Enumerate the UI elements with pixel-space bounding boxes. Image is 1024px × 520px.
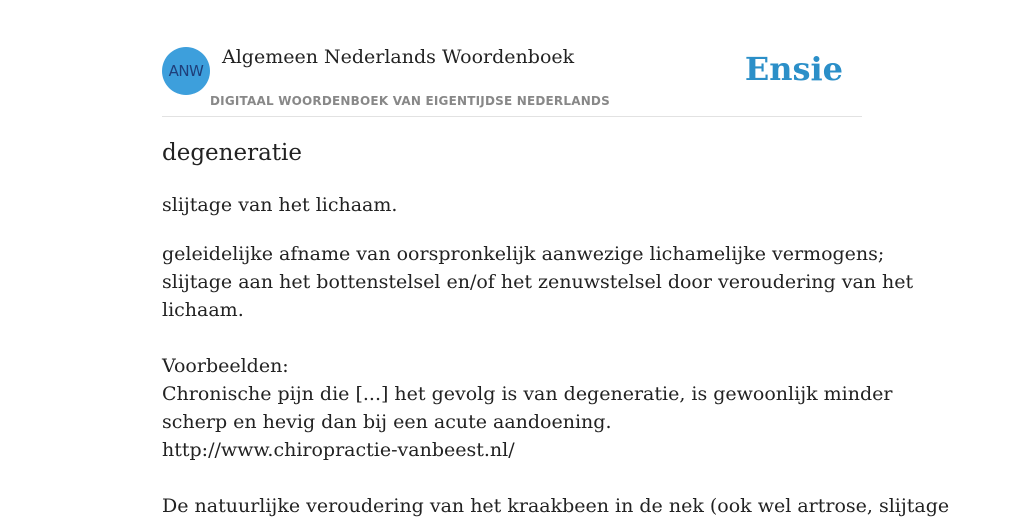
anw-logo[interactable]: ANW <box>162 47 210 95</box>
example-line: De natuurlijke veroudering van het kraakbeen in de nek (ook wel artrose, slijtage <box>162 495 950 517</box>
entry-content <box>162 240 950 520</box>
definition-line: geleidelijke afname van oorspronkelijk aanwezige lichamelijke vermogens; <box>162 243 885 265</box>
spacer <box>162 464 862 492</box>
ensie-brand-link[interactable]: Ensie <box>744 50 843 88</box>
page <box>162 0 950 517</box>
definition-line: slijtage aan het bottenstelsel en/of het zenuwstelsel door veroudering van het <box>162 271 914 293</box>
site-subtitle: DIGITAAL WOORDENBOEK VAN EIGENTIJDSE NEDERLANDS <box>210 94 610 108</box>
site-header <box>162 0 862 117</box>
example-line: scherp en hevig dan bij een acute aandoening. <box>162 411 612 433</box>
short-definition: slijtage van het lichaam. <box>162 194 398 216</box>
entry-term: degeneratie <box>162 140 303 166</box>
example-source: http://www.chiropractie-vanbeest.nl/ <box>162 439 515 461</box>
example-line: Chronische pijn die [...] het gevolg is van degeneratie, is gewoonlijk minder <box>162 383 893 405</box>
site-title[interactable]: Algemeen Nederlands Woordenboek <box>222 46 575 68</box>
spacer <box>162 324 862 352</box>
examples-heading: Voorbeelden: <box>162 355 289 377</box>
definition-line: lichaam. <box>162 299 244 321</box>
